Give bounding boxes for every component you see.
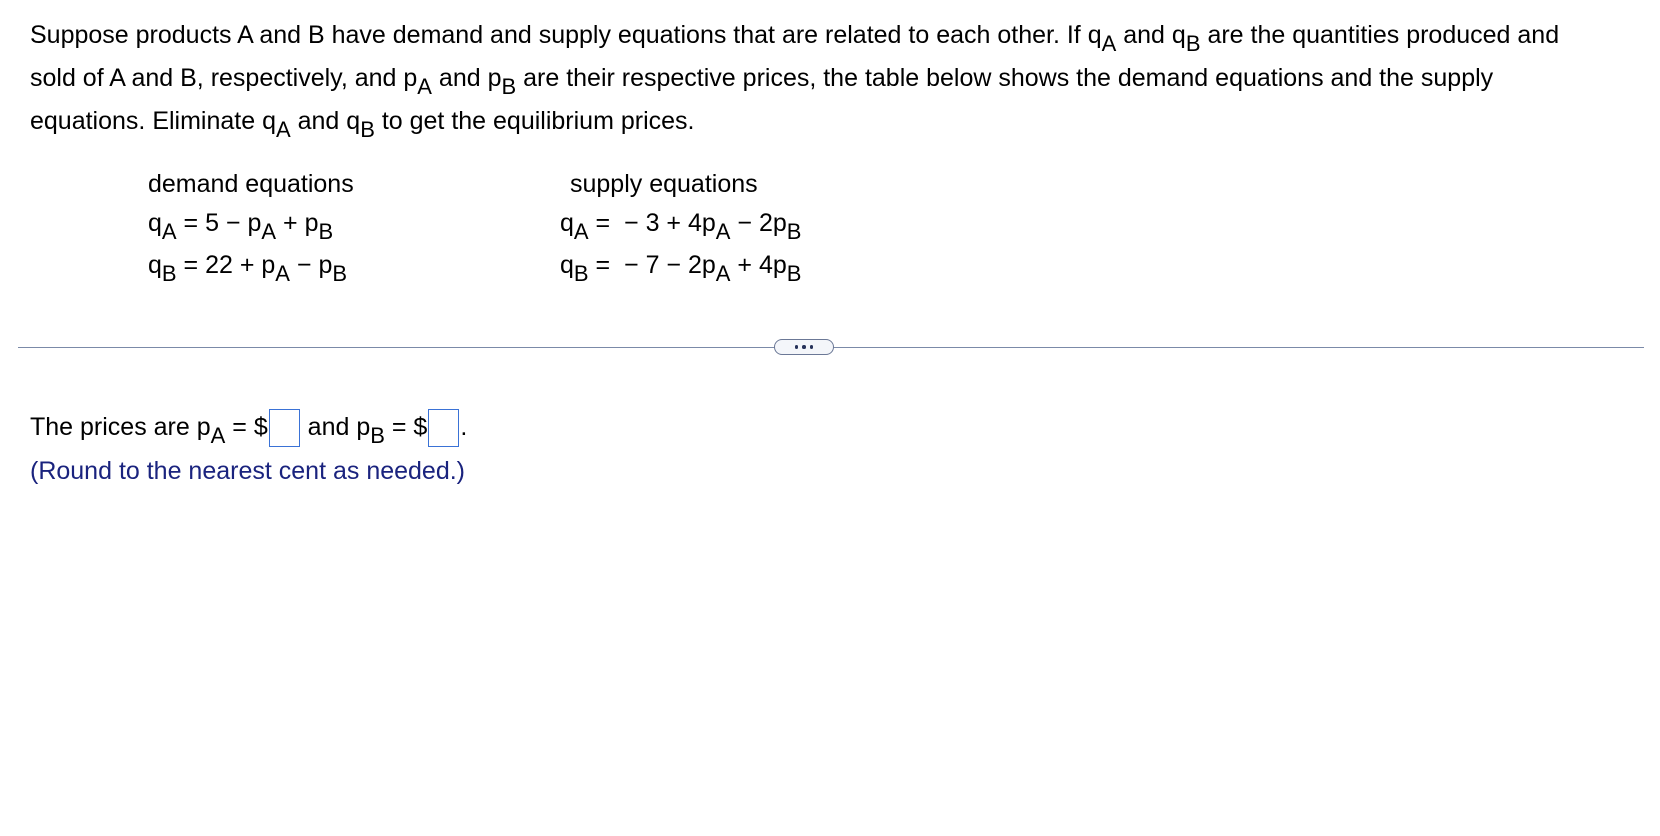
subscript: A <box>275 117 291 142</box>
subscript: B <box>318 219 334 244</box>
answer-text: and p <box>300 413 371 441</box>
equation-term: = − 3 + 4p <box>588 209 716 237</box>
subscript: B <box>332 261 348 286</box>
answer-sentence <box>30 406 467 448</box>
answer-text: The prices are p <box>30 413 211 441</box>
subscript: B <box>786 261 802 286</box>
variable: q <box>560 251 574 279</box>
question-line-3 <box>30 100 1640 143</box>
subscript: B <box>501 74 517 99</box>
price-b-input[interactable] <box>428 409 459 447</box>
ellipsis-icon <box>810 345 814 349</box>
variable: q <box>148 251 162 279</box>
equation-term: = 5 − p <box>176 209 262 237</box>
supply-equation-qa <box>560 202 801 244</box>
question-text-segment: and p <box>431 64 502 92</box>
subscript: B <box>573 261 589 286</box>
supply-equations-header: supply equations <box>570 170 758 198</box>
demand-equations <box>148 166 354 286</box>
subscript: A <box>715 261 731 286</box>
subscript: A <box>1101 31 1117 56</box>
question-text-segment: sold of A and B, respectively, and p <box>30 64 418 92</box>
demand-equation-qa <box>148 202 354 244</box>
subscript: A <box>417 74 432 99</box>
question-text-segment: and q <box>290 107 361 135</box>
question-text-segment: are their respective prices, the table below shows the demand equations and the supply <box>516 64 1494 92</box>
supply-equations <box>560 166 801 286</box>
ellipsis-icon <box>802 345 806 349</box>
demand-equation-qb <box>148 244 354 286</box>
equation-term: = − 7 − 2p <box>588 251 716 279</box>
variable: q <box>148 209 162 237</box>
question-text-segment: and q <box>1116 21 1186 49</box>
subscript: A <box>573 219 589 244</box>
question-text-segment: Suppose products A and B have demand and supply equations that are related to each other. If q <box>30 21 1102 49</box>
equation-term: − 2p <box>730 209 787 237</box>
question-text-segment: to get the equilibrium prices. <box>374 107 695 135</box>
answer-text: = $ <box>225 413 268 441</box>
equation-term: + p <box>276 209 319 237</box>
demand-equations-header: demand equations <box>148 170 354 198</box>
question-text-segment: equations. Eliminate q <box>30 107 276 135</box>
answer-text: = $ <box>384 413 428 441</box>
equation-term: = 22 + p <box>176 251 276 279</box>
subscript: A <box>161 219 177 244</box>
answer-text: . <box>460 413 468 441</box>
rounding-hint: (Round to the nearest cent as needed.) <box>30 457 466 485</box>
question-text-segment: are the quantities produced and <box>1200 21 1560 49</box>
subscript: A <box>715 219 731 244</box>
subscript: B <box>370 423 385 448</box>
subscript: B <box>1185 31 1201 56</box>
expand-more-button[interactable] <box>774 339 834 355</box>
price-a-input[interactable] <box>269 409 300 447</box>
supply-equation-qb <box>560 244 801 286</box>
subscript: B <box>161 261 177 286</box>
subscript: B <box>360 117 375 142</box>
subscript: A <box>261 219 277 244</box>
variable: q <box>560 209 574 237</box>
question-text <box>30 14 1640 143</box>
equation-term: − p <box>289 251 333 279</box>
question-line-2 <box>30 57 1640 100</box>
subscript: A <box>275 261 290 286</box>
ellipsis-icon <box>795 345 799 349</box>
question-line-1 <box>30 14 1640 57</box>
subscript: B <box>786 219 802 244</box>
subscript: A <box>210 423 226 448</box>
equation-term: + 4p <box>730 251 787 279</box>
